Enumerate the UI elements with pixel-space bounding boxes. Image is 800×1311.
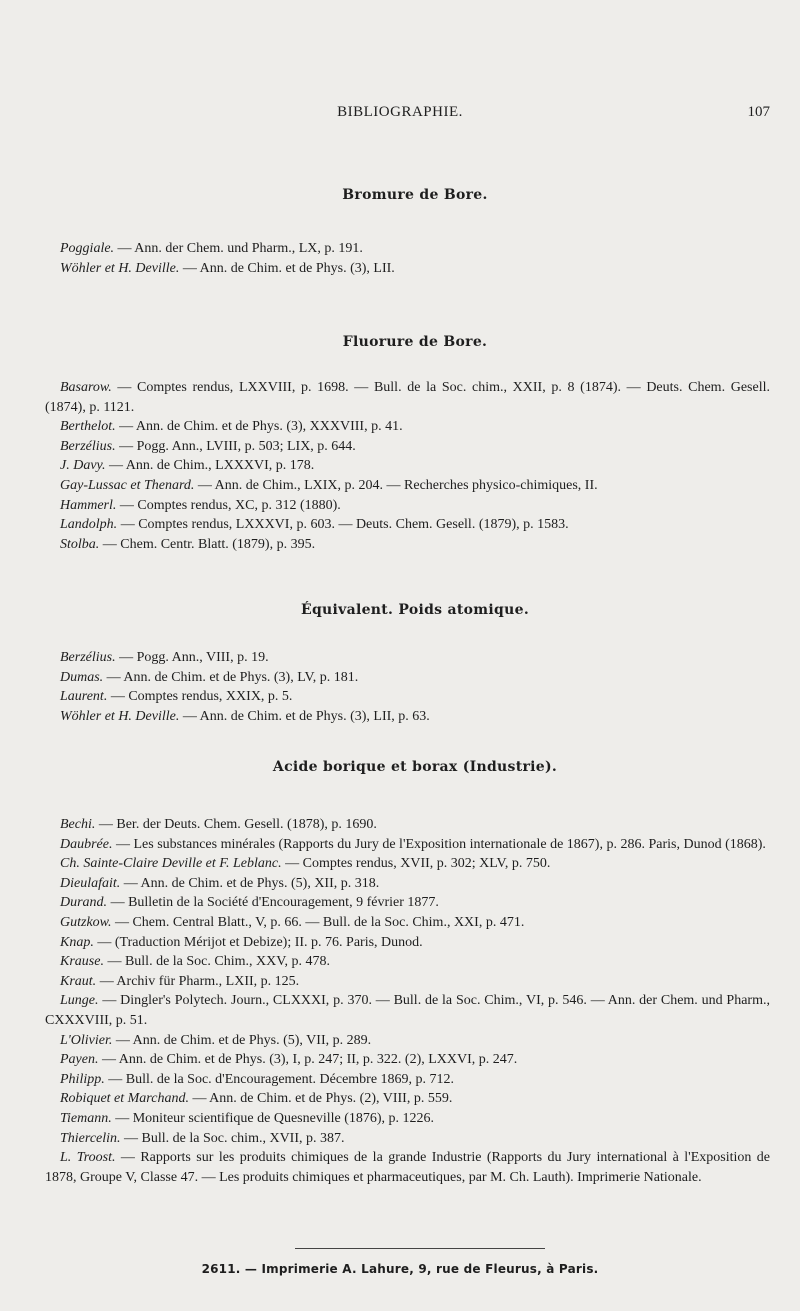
bibliography-entry xyxy=(45,648,770,668)
entry-author: Berthelot. xyxy=(60,419,116,435)
bibliography-entry xyxy=(45,991,770,1030)
bibliography-entry xyxy=(45,1089,770,1109)
section-equivalent-poids-atomique xyxy=(60,602,770,726)
entry-author: Berzélius. xyxy=(60,438,116,454)
entry-author: Dieulafait. xyxy=(60,875,121,891)
entry-author: Robiquet et Marchand. xyxy=(60,1091,189,1107)
bibliography-entry xyxy=(45,259,770,279)
bibliography-entry xyxy=(45,874,770,894)
entry-author: Wöhler et H. Deville. xyxy=(60,260,180,276)
bibliography-entry xyxy=(45,687,770,707)
running-head xyxy=(0,104,800,128)
bibliography-entry xyxy=(45,933,770,953)
entry-reference: — Ann. de Chim. et de Phys. (3), XXXVIII, p. 41. xyxy=(115,419,403,435)
entry-author: J. Davy. xyxy=(60,458,106,474)
entry-author: Gutzkow. xyxy=(60,914,112,930)
entry-reference: — Ann. de Chim., LXXXVI, p. 178. xyxy=(105,458,315,474)
entry-reference: — Les substances minérales (Rapports du Jury de l'Exposition internationale de 1867), p. 286. Paris, Dunod (1868). xyxy=(112,836,766,852)
entry-author: Basarow. xyxy=(60,380,112,395)
entry-reference: — (Traduction Mérijot et Debize); II. p. 76. Paris, Dunod. xyxy=(93,934,423,950)
entry-reference: — Archiv für Pharm., LXII, p. 125. xyxy=(96,973,300,989)
bibliography-entry xyxy=(45,496,770,516)
bibliography-entry xyxy=(45,972,770,992)
entry-reference: — Comptes rendus, XC, p. 312 (1880). xyxy=(116,497,341,513)
entry-reference: — Comptes rendus, LXXVIII, p. 1698. — Bull. de la Soc. chim., XXII, p. 8 (1874). — Deuts. Chem. Gesell. (1874), p. 1121. xyxy=(45,380,770,415)
bibliography-entry xyxy=(45,456,770,476)
section-acide-borique-et-borax xyxy=(45,759,770,1187)
bibliography-entry xyxy=(45,1031,770,1051)
section-title: Fluorure de Bore. xyxy=(342,334,488,350)
bibliography-entry xyxy=(45,707,770,727)
bibliography-entry xyxy=(45,476,770,496)
entry-author: Tiemann. xyxy=(60,1110,112,1126)
entry-reference: — Comptes rendus, LXXXVI, p. 603. — Deuts. Chem. Gesell. (1879), p. 1583. xyxy=(117,517,569,533)
bibliography-entry xyxy=(45,437,770,457)
entry-author: Lunge. xyxy=(60,993,99,1009)
entry-reference: — Chem. Centr. Blatt. (1879), p. 395. xyxy=(99,536,316,552)
bibliography-entry xyxy=(45,239,770,259)
section-title: Acide borique et borax (Industrie). xyxy=(272,759,558,775)
entry-author: L. Troost. xyxy=(60,1150,116,1166)
entry-reference: — Bull. de la Soc. chim., XVII, p. 387. xyxy=(120,1130,345,1146)
entry-author: Gay-Lussac et Thenard. xyxy=(60,477,195,493)
bibliography-entry xyxy=(45,378,770,417)
entry-author: Durand. xyxy=(60,895,108,911)
entry-list xyxy=(45,815,770,1187)
bibliography-entry xyxy=(45,668,770,688)
bibliography-entry xyxy=(45,854,770,874)
bibliography-entry xyxy=(45,913,770,933)
entry-list xyxy=(60,239,770,278)
entry-author: Krause. xyxy=(60,954,104,970)
bibliography-entry xyxy=(45,1050,770,1070)
section-title: Équivalent. Poids atomique. xyxy=(301,602,529,618)
entry-author: Philipp. xyxy=(60,1071,105,1087)
bibliography-entry xyxy=(45,835,770,855)
entry-author: Dumas. xyxy=(60,669,104,685)
entry-author: Ch. Sainte-Claire Deville et F. Leblanc. xyxy=(60,856,282,872)
entry-reference: — Pogg. Ann., LVIII, p. 503; LIX, p. 644. xyxy=(115,438,356,454)
entry-reference: — Ann. de Chim. et de Phys. (3), LII. xyxy=(179,260,395,276)
entry-author: Berzélius. xyxy=(60,650,116,665)
entry-reference: — Moniteur scientifique de Quesneville (1876), p. 1226. xyxy=(111,1110,435,1126)
entry-author: Landolph. xyxy=(60,517,118,533)
bibliography-entry xyxy=(45,893,770,913)
bibliography-entry xyxy=(45,1148,770,1187)
section-title: Bromure de Bore. xyxy=(342,187,488,203)
entry-list xyxy=(45,378,770,554)
bibliography-entry xyxy=(45,535,770,555)
entry-author: Payen. xyxy=(60,1052,99,1068)
entry-author: L'Olivier. xyxy=(60,1032,113,1048)
entry-reference: — Ann. de Chim. et de Phys. (2), VIII, p. 559. xyxy=(188,1091,453,1107)
entry-reference: — Ann. de Chim. et de Phys. (3), I, p. 247; II, p. 322. (2), LXXVI, p. 247. xyxy=(98,1052,518,1068)
entry-reference: — Ber. der Deuts. Chem. Gesell. (1878), p. 1690. xyxy=(95,817,377,832)
bibliography-entry xyxy=(45,1070,770,1090)
entry-reference: — Ann. der Chem. und Pharm., LX, p. 191. xyxy=(114,241,363,256)
bibliography-entry xyxy=(45,417,770,437)
entry-author: Stolba. xyxy=(60,536,100,552)
entry-author: Knap. xyxy=(60,934,94,950)
entry-reference: — Ann. de Chim. et de Phys. (5), VII, p. 289. xyxy=(112,1032,372,1048)
entry-author: Wöhler et H. Deville. xyxy=(60,708,180,724)
footer-rule xyxy=(295,1248,545,1249)
entry-reference: — Ann. de Chim. et de Phys. (5), XII, p. 318. xyxy=(120,875,380,891)
entry-reference: — Pogg. Ann., VIII, p. 19. xyxy=(115,650,269,665)
bibliography-entry xyxy=(45,1129,770,1149)
running-title: BIBLIOGRAPHIE. xyxy=(337,104,463,120)
bibliography-entry xyxy=(45,1109,770,1129)
bibliography-entry xyxy=(45,952,770,972)
entry-author: Poggiale. xyxy=(60,241,115,256)
entry-reference: — Bull. de la Soc. Chim., XXV, p. 478. xyxy=(103,954,331,970)
entry-reference: — Comptes rendus, XXIX, p. 5. xyxy=(107,689,293,705)
entry-reference: — Rapports sur les produits chimiques de la grande Industrie (Rapports du Jury international à l'Exposition de 1878, Groupe V, Classe 47. — Les produits chimiques et pharmaceutiques, par M. Ch. Lauth). Imprimerie Nationale. xyxy=(45,1150,770,1185)
entry-reference: — Ann. de Chim. et de Phys. (3), LII, p. 63. xyxy=(179,708,430,724)
entry-list xyxy=(60,648,770,726)
entry-author: Kraut. xyxy=(60,973,97,989)
entry-author: Bechi. xyxy=(60,817,96,832)
entry-reference: — Dingler's Polytech. Journ., CLXXXI, p. 370. — Bull. de la Soc. Chim., VI, p. 546. — Ann. der Chem. und Pharm., CXXXVIII, p. 51. xyxy=(45,993,770,1028)
entry-reference: — Comptes rendus, XVII, p. 302; XLV, p. 750. xyxy=(281,856,551,872)
page-number: 107 xyxy=(747,104,770,120)
printer-imprint: 2611. — Imprimerie A. Lahure, 9, rue de Fleurus, à Paris. xyxy=(201,1262,599,1276)
entry-author: Hammerl. xyxy=(60,497,117,513)
entry-reference: — Chem. Central Blatt., V, p. 66. — Bull. de la Soc. Chim., XXI, p. 471. xyxy=(111,914,525,930)
section-bromure-de-bore xyxy=(60,187,770,278)
section-fluorure-de-bore xyxy=(45,334,770,554)
bibliography-entry xyxy=(45,515,770,535)
entry-author: Thiercelin. xyxy=(60,1130,121,1146)
entry-author: Laurent. xyxy=(60,689,108,705)
entry-author: Daubrée. xyxy=(60,836,113,852)
entry-reference: — Ann. de Chim., LXIX, p. 204. — Recherches physico-chimiques, II. xyxy=(194,477,598,493)
entry-reference: — Bulletin de la Société d'Encouragement, 9 février 1877. xyxy=(107,895,439,911)
bibliography-entry xyxy=(45,815,770,835)
entry-reference: — Ann. de Chim. et de Phys. (3), LV, p. 181. xyxy=(103,669,359,685)
entry-reference: — Bull. de la Soc. d'Encouragement. Décembre 1869, p. 712. xyxy=(104,1071,455,1087)
